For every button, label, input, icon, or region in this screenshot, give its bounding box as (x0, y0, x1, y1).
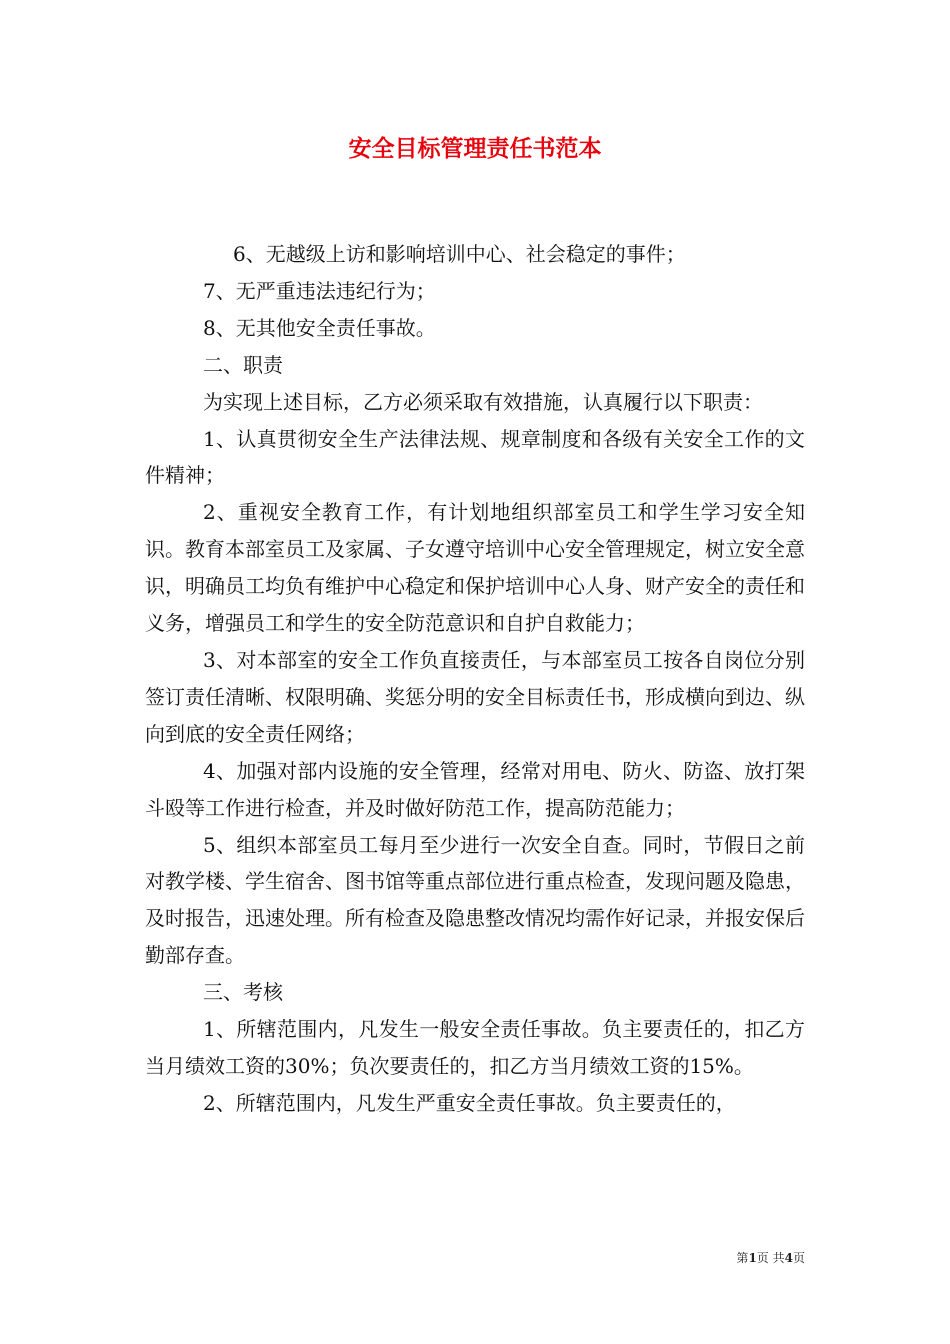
section-heading-duties: 二、职责 (203, 352, 283, 377)
paragraph-duty-2: 2、重视安全教育工作，有计划地组织部室员工和学生学习安全知识。教育本部室员工及家属、子女遵守培训中心安全管理规定，树立安全意识，明确员工均负有维护中心稳定和保护培训中心人身、财产安全的责任和义务，增强员工和学生的安全防范意识和自护自救能力； (145, 500, 805, 636)
paragraph-target-7: 7、无严重违法违纪行为； (203, 278, 436, 303)
page-footer (736, 1250, 805, 1266)
paragraph-duty-1: 1、认真贯彻安全生产法律法规、规章制度和各级有关安全工作的文件精神； (145, 426, 805, 488)
section-heading-assessment: 三、考核 (203, 980, 283, 1005)
footer-prefix: 第 (736, 1251, 749, 1265)
document-body (145, 236, 805, 1122)
paragraph-target-8: 8、无其他安全责任事故。 (203, 315, 436, 340)
footer-middle: 页 共 (756, 1251, 785, 1265)
paragraph-duties-intro: 为实现上述目标，乙方必须采取有效措施，认真履行以下职责： (203, 389, 763, 414)
paragraph-assessment-1: 1、所辖范围内，凡发生一般安全责任事故。负主要责任的，扣乙方当月绩效工资的30%；负次要责任的，扣乙方当月绩效工资的15%。 (145, 1017, 805, 1078)
footer-suffix: 页 (792, 1251, 805, 1265)
paragraph-duty-5: 5、组织本部室员工每月至少进行一次安全自查。同时，节假日之前对教学楼、学生宿舍、图书馆等重点部位进行重点检查，发现问题及隐患，及时报告，迅速处理。所有检查及隐患整改情况均需作好记录，并报安保后勤部存查。 (145, 832, 805, 968)
footer-current-page: 1 (748, 1251, 757, 1265)
document-title: 安全目标管理责任书范本 (348, 136, 602, 162)
paragraph-duty-3: 3、对本部室的安全工作负直接责任，与本部室员工按各自岗位分别签订责任清晰、权限明确、奖惩分明的安全目标责任书，形成横向到边、纵向到底的安全责任网络； (145, 647, 805, 746)
paragraph-target-6: 6、无越级上访和影响培训中心、社会稳定的事件； (233, 242, 686, 266)
footer-total-pages: 4 (784, 1251, 793, 1265)
paragraph-assessment-2: 2、所辖范围内，凡发生严重安全责任事故。负主要责任的， (203, 1090, 736, 1115)
paragraph-duty-4: 4、加强对部内设施的安全管理，经常对用电、防火、防盗、放打架斗殴等工作进行检查，并及时做好防范工作，提高防范能力； (145, 758, 805, 820)
